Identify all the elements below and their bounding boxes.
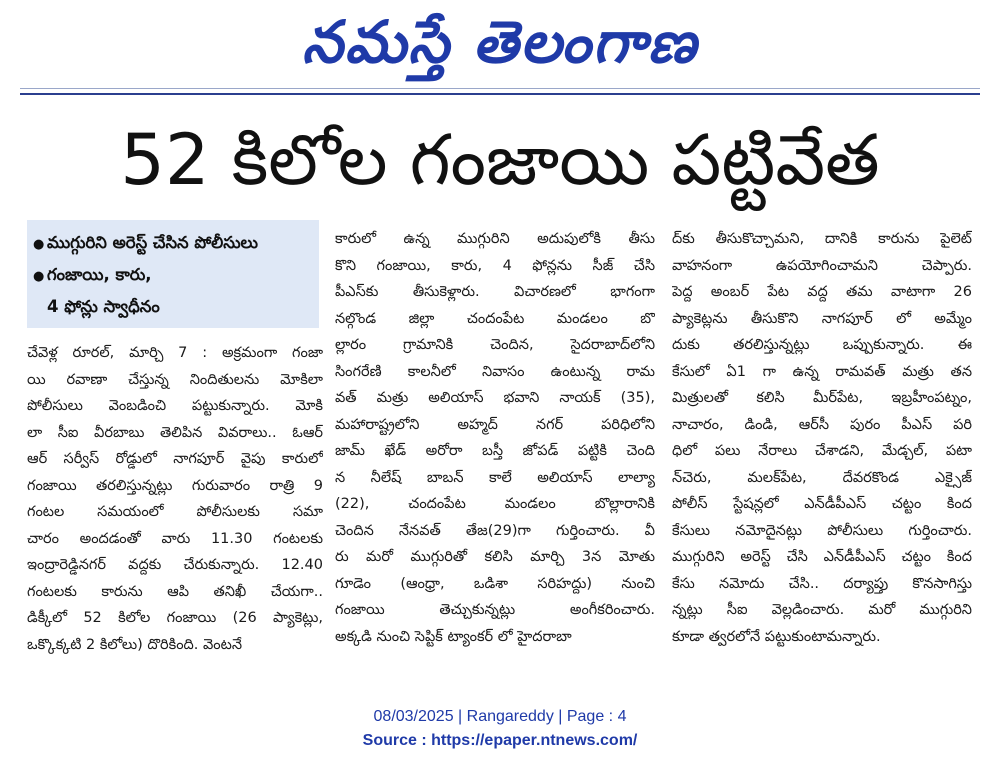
- article-text-line: కూడా త్వరలోనే పట్టుకుంటామన్నారు.: [672, 628, 881, 645]
- article-text-line: మహారాష్ట్రలోని అహ్మద్ నగర్ పరిధిలోని: [335, 416, 655, 433]
- article-text-line: ల్లారం గ్రామానికి చెందిన, సైదరాబాద్‌లోని: [335, 337, 655, 353]
- article-text-line: కొని గంజాయి, కారు, 4 ఫోన్లను సీజ్ చేసి: [335, 257, 655, 274]
- highlight-text: 4 ఫోన్లు స్వాధీనం: [47, 297, 160, 316]
- highlight-text: గంజాయి, కారు,: [47, 265, 152, 284]
- article-text-line: మిత్రులతో కలిసి మీర్‌పేట, ఇబ్రహీంపట్నం,: [672, 390, 972, 406]
- article-text-line: ఇంద్రారెడ్డినగర్ వద్దకు చేరుకున్నారు. 12.40: [27, 557, 323, 573]
- footer-source: Source : https://epaper.ntnews.com/: [362, 732, 638, 749]
- article-text-line: గూడెం (ఆంధ్రా, ఒడిశా సరిహద్దు) నుంచి: [335, 575, 655, 592]
- article-text-line: డిక్కీలో 52 కిలోల గంజాయి (26 ప్యాకెట్లు,: [27, 610, 323, 626]
- footer-edition-info: 08/03/2025 | Rangareddy | Page : 4: [373, 708, 627, 725]
- article-text-line: దుకు తరలిస్తున్నట్లు ఒప్పుకున్నారు. ఈ: [672, 337, 972, 353]
- article-text-line: పెద్ద అంబర్ పేట వద్ద తమ వాటాగా 26: [672, 284, 972, 300]
- article-text-line: వాహనంగా ఉపయోగించామని చెప్పారు.: [672, 257, 972, 274]
- article-text-line: గంజాయి తెచ్చుకున్నట్లు అంగీకరించారు.: [335, 602, 655, 618]
- article-text-line: జామ్ ఖేడ్ అరోరా బస్తీ జోపడ్ పట్టికి చెంది: [335, 443, 655, 459]
- article-text-line: రు మరో ముగ్గురితో కలిసి మార్చి 3న మోతు: [335, 549, 655, 565]
- article-text-line: ఒక్కొక్కటి 2 కిలోలు) దొరికింది. వెంటనే: [27, 636, 243, 653]
- article-text-line: న నీలేష్ బాబన్ కాలే అలియాస్ లాల్యా: [335, 469, 655, 486]
- article-text-line: గంజాయి తరలిస్తున్నట్లు గురువారం రాత్రి 9: [27, 477, 323, 494]
- article-text-line: ముగ్గురిని అరెస్ట్ చేసి ఎన్‌డీపీఎస్ చట్టం కింద: [672, 549, 972, 565]
- article-text-line: నల్గొండ జిల్లా చందంపేట మండలం బొ: [335, 310, 655, 327]
- article-text-line: కేసు నమోదు చేసి.. దర్యాప్తు కొనసాగిస్తు: [672, 575, 972, 592]
- article-text-line: కారులో ఉన్న ముగ్గురిని అదుపులోకి తీసు: [335, 231, 655, 247]
- article-text-line: ఆర్ సర్వీస్ రోడ్డులో నాగపూర్ వైపు కారులో: [27, 451, 323, 467]
- newspaper-masthead: నమస్తే తెలంగాణ: [302, 8, 698, 76]
- article-text-line: పోలీస్ స్టేషన్లలో ఎన్‌డీపీఎస్ చట్టం కింద: [672, 496, 972, 512]
- bullet-icon: ●: [33, 269, 45, 284]
- article-text-line: యి రవాణా చేస్తున్న నిందితులను మోకిలా: [27, 371, 323, 388]
- article-text-line: కేసులో ఏ1 గా ఉన్న రామవత్ మత్రు తన: [672, 363, 972, 380]
- article-column-3: [672, 226, 972, 650]
- article-text-line: ద్‌కు తీసుకొచ్చామని, దానికి కారును పైలెట్: [672, 231, 972, 247]
- article-column-2: [335, 226, 655, 650]
- article-text-line: గంటలకు కారును ఆపి తనిఖీ చేయగా..: [27, 583, 323, 600]
- article-text-line: సింగరేణి కాలనీలో నివాసం ఉంటున్న రామ: [335, 363, 655, 380]
- article-text-line: ప్యాకెట్లను తీసుకొని నాగపూర్ లో అమ్మేం: [672, 310, 972, 327]
- article-text-line: చెందిన నేనవత్ తేజ(29)గా గుర్తించారు. వీ: [335, 522, 655, 539]
- article-text-line: న్నట్లు సీఐ వెల్లడించారు. మరో ముగ్గురిని: [672, 602, 972, 618]
- article-text-line: గంటల సమయంలో పోలీసులకు సమా: [27, 504, 323, 520]
- article-text-line: లా సీఐ వీరబాబు తెలిపిన వివరాలు.. ఓఆర్: [27, 424, 323, 441]
- article-text-line: అక్కడి నుంచి సెప్టిక్ ట్యాంకర్ లో హైదరాబా: [335, 628, 572, 645]
- article-text-line: చేవెళ్ల రూరల్, మార్చి 7 : అక్రమంగా గంజా: [27, 345, 323, 361]
- masthead-divider-thin: [20, 88, 980, 89]
- highlight-text: ముగ్గురిని అరెస్ట్ చేసిన పోలీసులు: [47, 233, 258, 252]
- article-column-1: [27, 340, 323, 658]
- article-text-line: న్‌చెరు, మలక్‌పేట, దేవరకొండ ఎక్సైజ్: [672, 469, 972, 486]
- article-text-line: కేసులు నమోదైనట్లు పోలీసులు గుర్తించారు.: [672, 522, 972, 539]
- bullet-icon: ●: [33, 237, 45, 252]
- article-text-line: ధిలో పలు నేరాలు చేశాడని, మేడ్చల్, పటా: [672, 443, 972, 459]
- highlights-box: [27, 220, 319, 328]
- masthead-divider-thick: [20, 93, 980, 95]
- article-text-line: పీఎస్‌కు తీసుకెళ్లారు. విచారణలో భాగంగా: [335, 284, 655, 300]
- article-text-line: నాచారం, డిండి, ఆర్‌సీ పురం పీఎస్ పరి: [672, 416, 972, 433]
- highlight-item: [33, 292, 313, 322]
- article-text-line: పోలీసులు వెంబడించి పట్టుకున్నారు. మోకి: [27, 398, 323, 414]
- highlight-item: [33, 260, 313, 292]
- article-text-line: చారం అందడంతో వారు 11.30 గంటలకు: [27, 530, 323, 547]
- highlight-item: [33, 228, 313, 260]
- article-text-line: (22), చందంపేట మండలం బొల్లారానికి: [335, 496, 655, 512]
- article-text-line: వత్ మత్రు అలియాస్ భవాని నాయక్ (35),: [335, 390, 655, 406]
- article-headline: 52 కిలోల గంజాయి పట్టివేత: [120, 119, 880, 201]
